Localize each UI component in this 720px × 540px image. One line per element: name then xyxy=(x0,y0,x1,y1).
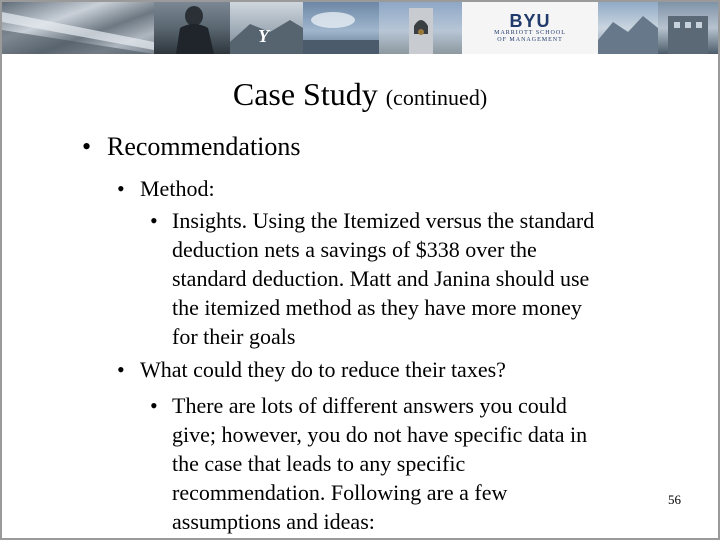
text-line: Insights. Using the Itemized versus the standard xyxy=(172,208,595,233)
banner-photo-building xyxy=(658,2,718,54)
header-banner xyxy=(2,2,718,54)
text-line: There are lots of different answers you could xyxy=(172,393,567,418)
bullet-marker: • xyxy=(82,132,92,161)
bullet-marker: • xyxy=(117,357,125,382)
slide-title xyxy=(2,76,718,116)
text-line: the case that leads to any specific xyxy=(172,451,466,476)
bullet-marker: • xyxy=(150,208,158,233)
bullet-method: Method: xyxy=(140,176,215,201)
banner-photo-sky xyxy=(303,2,379,54)
logo-subtitle-line2: OF MANAGEMENT xyxy=(497,37,563,43)
bullet-recommendations: Recommendations xyxy=(107,132,301,161)
text-line: assumptions and ideas: xyxy=(172,509,375,534)
bullet-insights xyxy=(172,206,642,351)
text-line: for their goals xyxy=(172,324,296,349)
text-line: give; however, you do not have specific data in xyxy=(172,422,588,447)
bullet-question: What could they do to reduce their taxes? xyxy=(140,357,506,382)
svg-text:Y: Y xyxy=(258,26,269,46)
logo-subtitle-line1: MARRIOTT SCHOOL xyxy=(494,30,566,36)
banner-photo-architecture xyxy=(2,2,154,54)
bullet-marker: • xyxy=(150,393,158,418)
byu-logo xyxy=(462,2,598,54)
bullet-answer xyxy=(172,391,642,536)
page-number: 56 xyxy=(668,492,681,507)
title-main: Case Study xyxy=(232,76,378,112)
text-line: deduction nets a savings of $338 over the xyxy=(172,237,537,262)
banner-photo-y-mountain xyxy=(230,2,303,54)
banner-photo-mountains xyxy=(598,2,658,54)
text-line: recommendation. Following are a few xyxy=(172,480,508,505)
logo-name: BYU xyxy=(509,11,551,31)
banner-photo-statue xyxy=(154,2,230,54)
bullet-marker: • xyxy=(117,176,125,201)
title-suffix: (continued) xyxy=(385,85,488,110)
text-line: the itemized method as they have more money xyxy=(172,295,582,320)
banner-photo-bell-tower xyxy=(379,2,462,54)
text-line: standard deduction. Matt and Janina should use xyxy=(172,266,590,291)
